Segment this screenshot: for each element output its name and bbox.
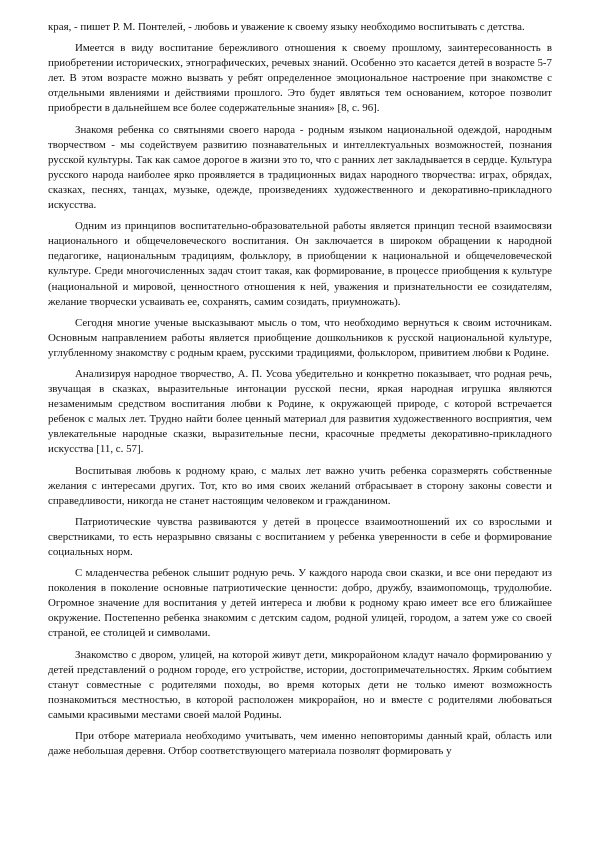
paragraph-6: Анализируя народное творчество, А. П. Усова убедительно и конкретно показывает, что родная речь, звучащая в сказках, выразительные интонации русской песни, яркая народная игрушка являются незаменимым средством воспитания любви к Родине, к окружающей природе, с которой встречается ребенок с малых лет. Трудно найти более ценный материал для развития художественного восприятия, чем увлекательные народные сказки, выразительные песни, красочные предметы декоративно-прикладного искусства [11, с. 57]. xyxy=(48,367,552,456)
paragraph-7: Воспитывая любовь к родному краю, с малых лет важно учить ребенка соразмерять собственные желания с интересами других. Тот, кто во имя своих желаний отбрасывает в сторону законы совести и справедливости, никогда не станет настоящим человеком и гражданином. xyxy=(48,464,552,507)
paragraph-8: Патриотические чувства развиваются у детей в процессе взаимоотношений их со взрослыми и сверстниками, то есть неразрывно связаны с воспитанием у ребенка уверенности в себе и формирование социальных норм. xyxy=(48,515,552,558)
paragraph-1: края, - пишет Р. М. Понтелей, - любовь и уважение к своему языку необходимо воспитывать с детства. xyxy=(48,21,525,33)
paragraph-4: Одним из принципов воспитательно-образовательной работы является принцип тесной взаимосвязи национального и общечеловеческого воспитания. Он заключается в широком обращении к народной педагогике, национальным традициям, фольклору, в приобщении к национальной и общечеловеческой культуре. Среди многочисленных задач стоит такая, как формирование, в процессе приобщения к культуре (национальной и мировой, ценностного отношения к ней, уважения и признательности ее созидателям, желание творчески усваивать ее, сохранять, самим созидать, приумножать). xyxy=(48,220,552,308)
paragraph-9: С младенчества ребенок слышит родную речь. У каждого народа свои сказки, и все они передают из поколения в поколение основные патриотические ценности: добро, дружбу, взаимопомощь, трудолюбие. Огромное значение для воспитания у детей интереса и любви к родному краю имеет все его ближайшее окружение. Постепенно ребенка знакомим с детским садом, родной улицей, городом, а затем уже со своей страной, ее столицей и символами. xyxy=(48,567,552,640)
paragraph-2: Имеется в виду воспитание бережливого отношения к своему прошлому, заинтересованность в приобретении исторических, этнографических, речевых знаний. Особенно это касается детей в возрасте 5-7 лет. В этом возрасте можно вызвать у ребят определенное эмоциональное настроение при знакомстве с отдельными явлениями и действиями прошлого. Это будет являться тем основанием, которое позволит приобрести в дальнейшем все более содержательные знания» [8, с. 96]. xyxy=(48,42,552,115)
paragraph-10: Знакомство с двором, улицей, на которой живут дети, микрорайоном кладут начало формированию у детей представлений о родном городе, его устройстве, истории, достопримечательностях. Ярким событием станут совместные с родителями походы, во время которых дети не только имеют возможность познакомиться местностью, в которой расположен микрорайон, но и вместе с родителями любоваться самыми красивыми местами своей малой Родины. xyxy=(48,648,552,721)
body-text xyxy=(48,20,552,765)
paragraph-3: Знакомя ребенка со святынями своего народа - родным языком национальной одеждой, народным творчеством - мы содействуем развитию познавательных и интеллектуальных возможностей, познания русской культуры. Так как самое дорогое в жизни это то, что с ранних лет закладывается в сердце. Культура русского народа наиболее ярко проявляется в традиционных видах народного творчества: играх, обрядах, сказках, песнях, танцах, музыке, одежде, произведениях художественного и декоративно-прикладного искусства. xyxy=(48,123,552,212)
paragraph-5: Сегодня многие ученые высказывают мысль о том, что необходимо вернуться к своим источникам. Основным направлением работы является приобщение дошкольников к русской национальной культуре, углубленному знакомству с родным краем, русскими традициями, фольклором, привитием любви к Родине. xyxy=(48,316,552,359)
paragraph-11: При отборе материала необходимо учитывать, чем именно неповторимы данный край, область или даже небольшая деревня. Отбор соответствующего материала позволят формировать у xyxy=(48,730,552,758)
